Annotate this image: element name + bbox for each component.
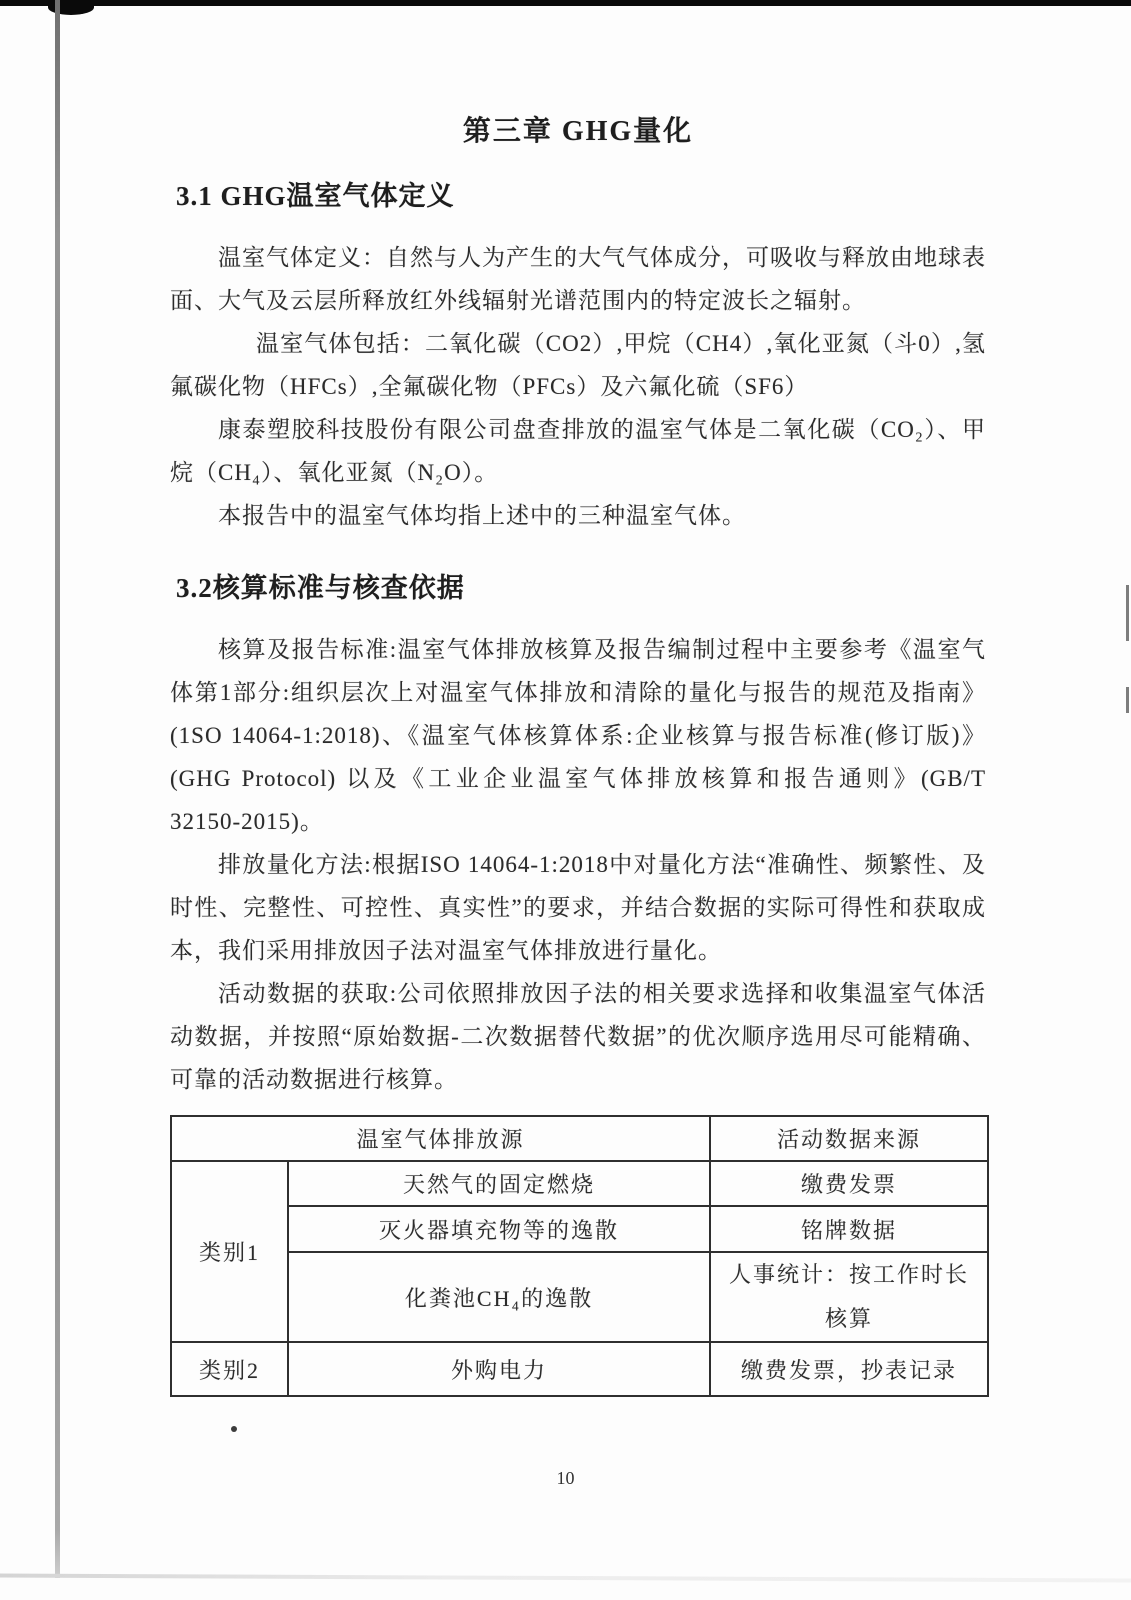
category-cell: 类别1 [171, 1161, 288, 1342]
paragraph-quantification-method: 排放量化方法:根据ISO 14064-1:2018中对量化方法“准确性、频繁性、及时性、完整性、可控性、真实性”的要求，并结合数据的实际可得性和获取成本，我们采用排放因子法对温室气体排放进行量化。 [170, 852, 986, 963]
scan-right-edge-mark [1126, 585, 1129, 641]
emission-source-table [170, 1115, 989, 1397]
table-header-row [171, 1116, 988, 1161]
paragraph-ghg-definition: 温室气体定义：自然与人为产生的大气气体成分，可吸收与释放由地球表面、大气及云层所释放红外线辐射光谱范围内的特定波长之辐射。 [170, 245, 986, 313]
paragraph-activity-data: 活动数据的获取:公司依照排放因子法的相关要求选择和收集温室气体活动数据，并按照“原始数据-二次数据替代数据”的优次顺序选用尽可能精确、可靠的活动数据进行核算。 [170, 981, 986, 1092]
source-cell: 天然气的固定燃烧 [288, 1161, 710, 1206]
paragraph-report-scope: 本报告中的温室气体均指上述中的三种温室气体。 [218, 503, 746, 528]
source-cell: 外购电力 [288, 1342, 710, 1396]
paragraph-ghg-list: 温室气体包括：二氧化碳（CO2）,甲烷（CH4）,氧化亚氮（斗0）,氢氟碳化物（HFCs）,全氟碳化物（PFCs）及六氟化硫（SF6） [170, 331, 986, 399]
data-source-cell: 缴费发票 [710, 1161, 988, 1206]
table-header-data-source: 活动数据来源 [710, 1116, 988, 1161]
data-source-cell: 缴费发票，抄表记录 [710, 1342, 988, 1396]
paragraph-accounting-standards: 核算及报告标准:温室气体排放核算及报告编制过程中主要参考《温室气体第1部分:组织层次上对温室气体排放和清除的量化与报告的规范及指南》(1SO 14064-1:2018)、《温室气体核算体系:企业核算与报告标准(修订版)》(GHG Protocol) 以及《工业企业温室气体排放核算和报告通则》(GB/T 32150-2015)。 [170, 637, 986, 834]
scan-top-edge-band [0, 0, 1131, 6]
page-content [170, 112, 986, 1397]
source-cell: 灭火器填充物等的逸散 [288, 1206, 710, 1252]
table-row [171, 1252, 988, 1342]
table-header-emission-source: 温室气体排放源 [171, 1116, 710, 1161]
scan-right-edge-mark [1126, 687, 1129, 713]
chapter-title: 第三章 GHG量化 [462, 116, 694, 147]
paragraph-company-gases: 康泰塑胶科技股份有限公司盘查排放的温室气体是二氧化碳（CO₂）、甲烷（CH₄）、氧化亚氮（N₂O）。 [170, 417, 986, 485]
data-source-cell: 人事统计：按工作时长核算 [710, 1252, 988, 1342]
category-cell: 类别2 [171, 1342, 288, 1396]
ink-dot-artifact [231, 1426, 237, 1432]
scan-bottom-shadow [0, 1574, 1131, 1583]
table-row [171, 1342, 988, 1396]
data-source-cell: 铭牌数据 [710, 1206, 988, 1252]
table-row [171, 1161, 988, 1206]
source-cell: 化粪池CH₄的逸散 [288, 1252, 710, 1342]
section-heading-3-1: 3.1 GHG温室气体定义 [176, 181, 455, 211]
table-row [171, 1206, 988, 1252]
page-number: 10 [556, 1468, 575, 1488]
section-heading-3-2: 3.2核算标准与核查依据 [176, 573, 465, 603]
scan-left-fold-line [55, 0, 60, 1578]
